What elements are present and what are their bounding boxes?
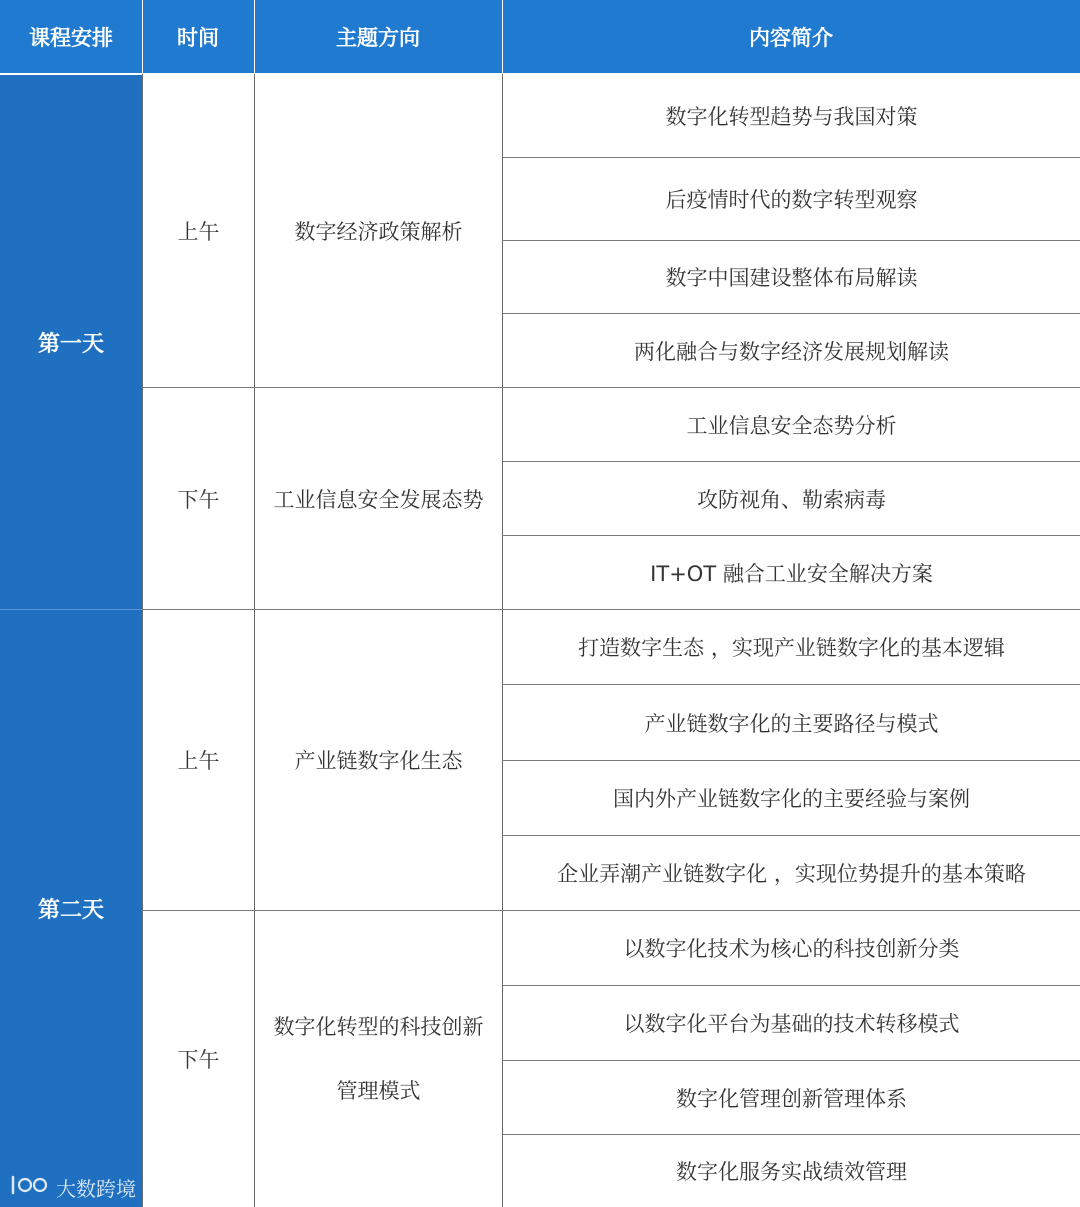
grid-line <box>502 461 1080 462</box>
content-item: 以数字化技术为核心的科技创新分类 <box>503 911 1080 985</box>
content-item: 数字化管理创新管理体系 <box>503 1061 1080 1134</box>
header-divider <box>142 0 143 74</box>
topic-line: 数字化转型的科技创新 <box>273 1015 484 1039</box>
content-item: 产业链数字化的主要路径与模式 <box>503 685 1080 760</box>
grid-line <box>142 74 143 1207</box>
day-divider <box>0 609 142 610</box>
grid-line <box>502 1060 1080 1061</box>
header-course-schedule: 课程安排 <box>0 0 142 74</box>
grid-line <box>502 760 1080 761</box>
header-content: 内容简介 <box>502 0 1080 74</box>
content-item: 打造数字生态 ，实现产业链数字化的基本逻辑 <box>503 610 1080 684</box>
grid-line <box>502 313 1080 314</box>
content-item: 数字化转型趋势与我国对策 <box>503 75 1080 157</box>
grid-line <box>254 74 255 1207</box>
day-two-cell: 第二天 <box>0 610 142 1207</box>
logo-icon <box>10 1173 56 1202</box>
grid-line <box>502 684 1080 685</box>
day-one-cell: 第一天 <box>0 75 142 609</box>
watermark <box>10 1172 136 1202</box>
content-item: 工业信息安全态势分析 <box>503 388 1080 461</box>
content-item: 数字化服务实战绩效管理 <box>503 1135 1080 1207</box>
time-cell: 下午 <box>143 911 254 1207</box>
content-item: IT+OT 融合工业安全解决方案 <box>503 536 1080 609</box>
content-item: 后疫情时代的数字转型观察 <box>503 158 1080 240</box>
header-divider <box>502 0 503 74</box>
content-item: 攻防视角、勒索病毒 <box>503 462 1080 535</box>
time-cell: 上午 <box>143 610 254 910</box>
watermark-text: 大数跨境 <box>56 1176 136 1201</box>
grid-line <box>142 910 1080 911</box>
grid-line <box>502 985 1080 986</box>
header-topic: 主题方向 <box>254 0 502 74</box>
topic-line: 管理模式 <box>336 1079 421 1103</box>
topic-cell: 产业链数字化生态 <box>255 610 502 910</box>
grid-line <box>502 240 1080 241</box>
content-item: 两化融合与数字经济发展规划解读 <box>503 314 1080 387</box>
content-item: 国内外产业链数字化的主要经验与案例 <box>503 761 1080 835</box>
header-divider <box>254 0 255 74</box>
grid-line <box>502 74 503 1207</box>
header-time: 时间 <box>142 0 254 74</box>
grid-line <box>142 609 1080 610</box>
topic-cell: 数字经济政策解析 <box>255 75 502 387</box>
grid-line <box>502 835 1080 836</box>
content-item: 以数字化平台为基础的技术转移模式 <box>503 986 1080 1060</box>
grid-line <box>502 535 1080 536</box>
topic-cell: 工业信息安全发展态势 <box>255 388 502 609</box>
grid-line <box>502 157 1080 158</box>
content-item: 数字中国建设整体布局解读 <box>503 241 1080 313</box>
topic-cell <box>255 911 502 1207</box>
grid-line <box>142 387 1080 388</box>
grid-line <box>502 1134 1080 1135</box>
content-item: 企业弄潮产业链数字化 ，实现位势提升的基本策略 <box>503 836 1080 910</box>
time-cell: 上午 <box>143 75 254 387</box>
time-cell: 下午 <box>143 388 254 609</box>
